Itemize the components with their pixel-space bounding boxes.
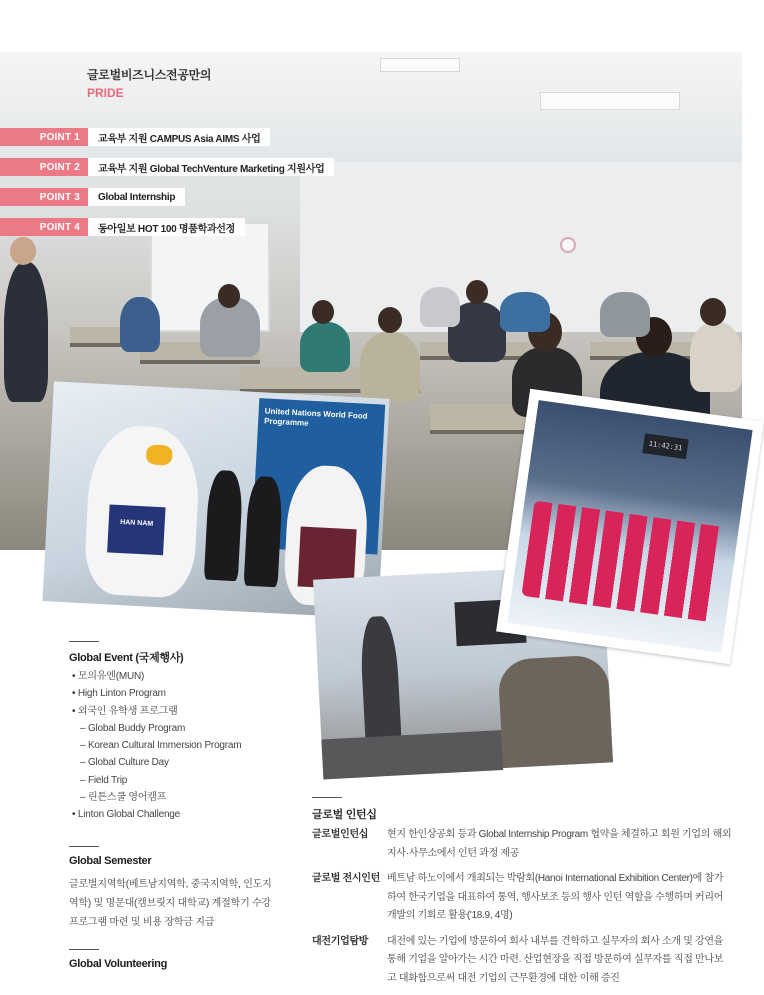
student-figure <box>204 470 244 582</box>
student <box>690 322 742 392</box>
global-semester-text: 글로벌지역학(베트남지역학, 중국지역학, 인도지역학) 및 명문대(캠브릿지 대학교) 계절학기 수강 프로그램 마련 및 비용 장학금 지급 <box>69 879 272 928</box>
lecturer-head <box>10 237 36 265</box>
rink-clock: 11:42:31 <box>642 433 688 459</box>
point-text: 교육부 지원 CAMPUS Asia AIMS 사업 <box>88 128 270 146</box>
section-rule <box>69 949 99 950</box>
list-item: – Global Culture Day <box>72 754 241 771</box>
internship-row <box>312 933 732 989</box>
point-tag: POINT 1 <box>0 128 88 146</box>
point-2 <box>0 158 334 176</box>
audience <box>497 654 613 768</box>
list-item: • 외국인 유학생 프로그램 <box>72 703 241 720</box>
student <box>120 297 160 352</box>
section-rule <box>312 797 342 798</box>
skaters <box>521 500 723 622</box>
point-text: Global Internship <box>88 188 185 206</box>
page-subtitle: PRIDE <box>87 86 124 100</box>
point-text: 교육부 지원 Global TechVenture Marketing 지원사업 <box>88 158 334 176</box>
wall-clock <box>560 237 576 253</box>
list-item: – 린튼스쿨 영어캠프 <box>72 789 241 806</box>
lecturer <box>4 262 48 402</box>
wfp-banner-text: United Nations World Food Programme <box>263 406 368 428</box>
list-item: • High Linton Program <box>72 685 241 702</box>
student <box>360 332 420 402</box>
internship-label: 글로벌인턴십 <box>312 829 369 840</box>
list-item: – Field Trip <box>72 772 241 789</box>
point-3 <box>0 188 185 206</box>
list-item: – Global Buddy Program <box>72 720 241 737</box>
student-figure <box>244 476 284 588</box>
internship-label: 글로벌 전시인턴 <box>312 873 380 884</box>
point-tag: POINT 4 <box>0 218 88 236</box>
internship-desc: 베트남 하노이에서 개최되는 박람회(Hanoi International Exhibition Center)에 참가하여 한국기업을 대표하여 통역, 행사보조 등의 행사 인턴 역할을 수행하며 커리어 개발의 기회로 활용('18.9, 4명) <box>387 873 724 921</box>
point-4 <box>0 218 245 236</box>
global-semester-title: Global Semester <box>69 855 152 867</box>
global-internship-list <box>312 826 732 995</box>
student-head <box>312 300 334 324</box>
global-event-title: Global Event (국제행사) <box>69 652 184 664</box>
point-tag: POINT 2 <box>0 158 88 176</box>
list-item: – Korean Cultural Immersion Program <box>72 737 241 754</box>
ceiling-light <box>540 92 680 110</box>
mascot-beak <box>146 444 173 465</box>
mascot-left <box>83 423 202 599</box>
student <box>420 287 460 327</box>
internship-row <box>312 870 732 926</box>
student-head <box>378 307 402 333</box>
point-tag: POINT 3 <box>0 188 88 206</box>
global-event-list <box>72 668 241 824</box>
ice-rink <box>507 400 752 653</box>
internship-desc: 현지 한인상공회 등과 Global Internship Program 협약을 체결하고 회원 기업의 해외 지사·사무소에서 인턴 과정 제공 <box>387 829 732 859</box>
global-volunteering-title: Global Volunteering <box>69 958 167 970</box>
point-1 <box>0 128 270 146</box>
skating-photo <box>496 389 764 664</box>
student-head <box>466 280 488 304</box>
internship-desc: 대전에 있는 기업에 방문하여 회사 내부를 견학하고 실무자의 회사 소개 및 강연을 통해 기업을 알아가는 시간 마련. 산업현장을 직접 방문하여 실무자를 직접 만나보고 대화함으로써 대전 기업의 근무환경에 대한 이해 증진 <box>387 935 724 984</box>
section-rule <box>69 641 99 642</box>
global-internship-title: 글로벌 인턴십 <box>312 809 377 821</box>
page-title: 글로벌비즈니스전공만의 <box>87 68 212 82</box>
mascot-shirt: HAN NAM <box>107 504 165 555</box>
section-rule <box>69 846 99 847</box>
student <box>500 292 550 332</box>
point-text: 동아일보 HOT 100 명품학과선정 <box>88 218 245 236</box>
student <box>600 292 650 337</box>
floor <box>321 730 503 779</box>
internship-label: 대전기업탐방 <box>312 935 369 947</box>
student-head <box>218 284 240 308</box>
page-heading <box>87 66 211 100</box>
student-head <box>700 298 726 326</box>
student <box>300 322 350 372</box>
skaters-group <box>521 500 729 626</box>
ceiling-light <box>380 58 460 72</box>
list-item: • Linton Global Challenge <box>72 806 241 823</box>
internship-row <box>312 826 732 863</box>
list-item: • 모의유엔(MUN) <box>72 668 241 685</box>
